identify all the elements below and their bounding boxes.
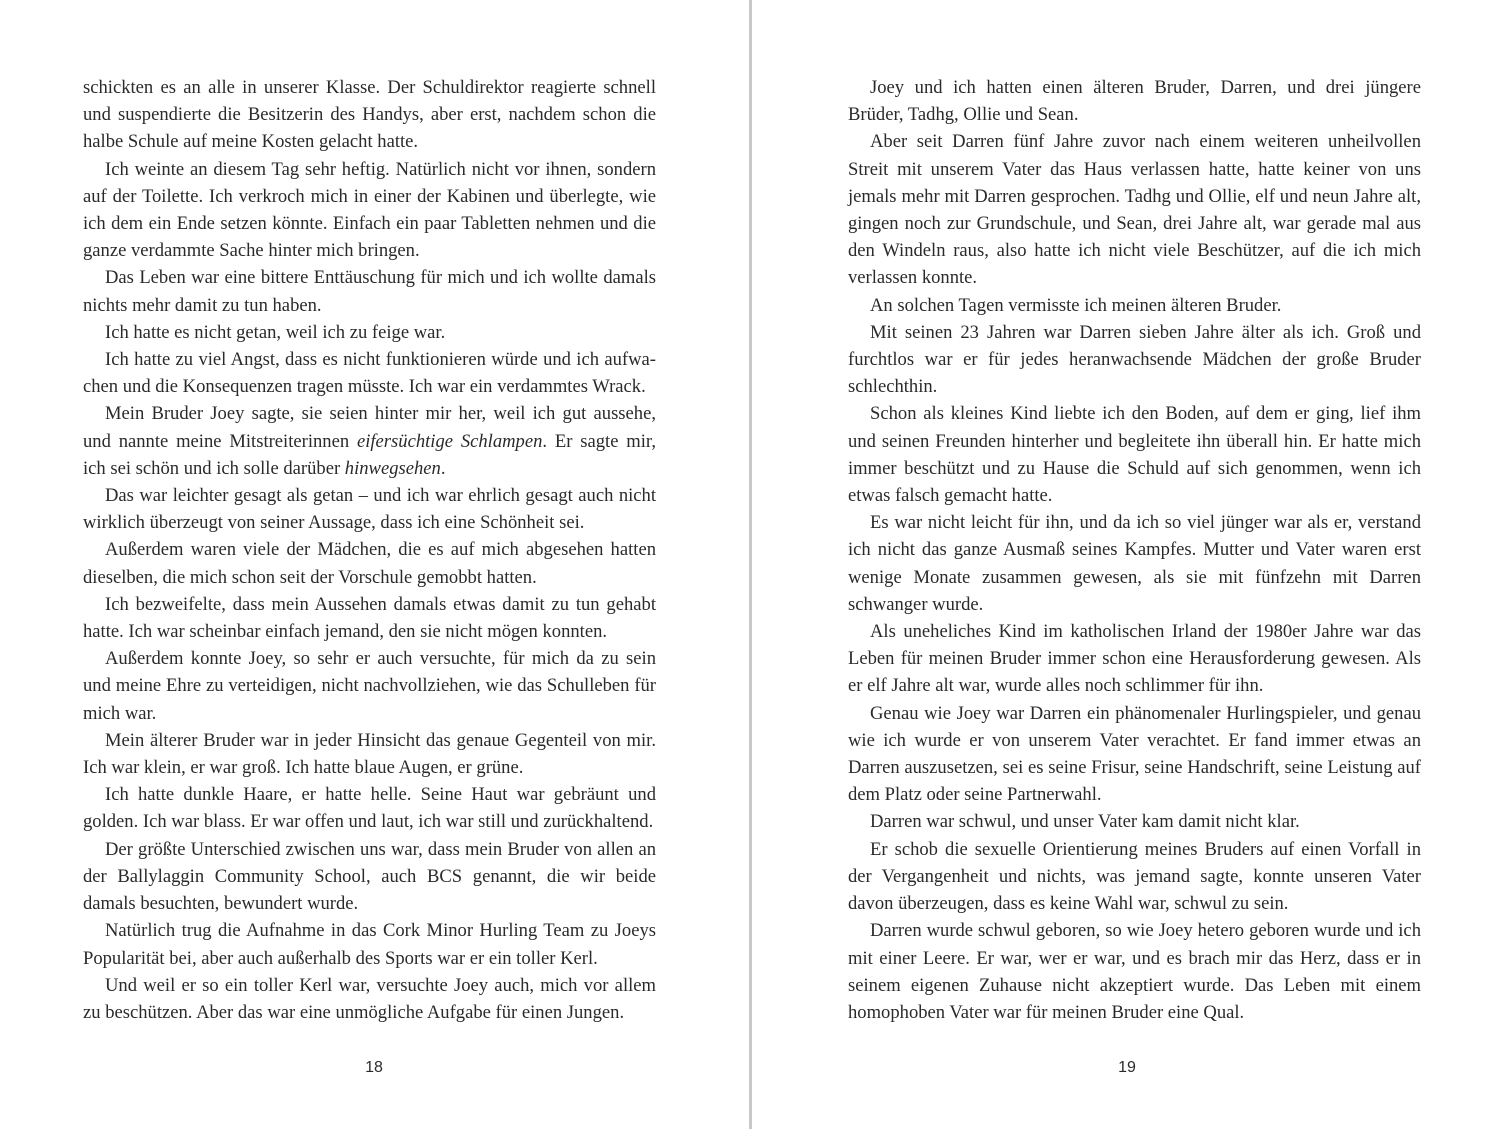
text-run: .	[440, 457, 446, 479]
paragraph: Darren war schwul, und unser Vater kam damit nicht klar.	[870, 811, 1300, 833]
paragraph: Das war leichter gesagt als getan – und ich war ehrlich gesagt auch nicht wirklich überzeugt von seiner Aussage, dass ich eine Schönheit sei.	[83, 485, 656, 534]
paragraph: Der größte Unterschied zwischen uns war, dass mein Bruder von allen an der Ballylaggin Community School, auch BCS genannt, die wir beide damals besuchten, bewundert wurde.	[83, 838, 656, 915]
paragraph: Und weil er so ein toller Kerl war, versuchte Joey auch, mich vor allem zu beschützen. Aber das war eine unmögliche Aufgabe für einen Jungen.	[83, 974, 656, 1023]
text-run: . Er sagte mir, ich sei schön und ich solle darüber	[83, 430, 657, 479]
right-page	[752, 0, 1500, 1129]
paragraph: Mit seinen 23 Jahren war Darren sieben Jahre älter als ich. Groß und furchtlos war er für jedes heranwachsende Mädchen der große Bruder schlechthin.	[848, 321, 1421, 398]
paragraph: Mein älterer Bruder war in jeder Hinsicht das genaue Gegenteil von mir. Ich war klein, er war groß. Ich hatte blaue Augen, er grüne.	[83, 729, 656, 779]
paragraph: Das Leben war eine bittere Enttäuschung für mich und ich wollte damals nichts mehr damit zu tun haben.	[83, 267, 656, 316]
paragraph: Außerdem konnte Joey, so sehr er auch versuchte, für mich da zu sein und meine Ehre zu verteidigen, nicht nachvollziehen, wie das Schulleben für mich war.	[83, 648, 656, 724]
paragraph: Joey und ich hatten einen älteren Bruder, Darren, und drei jüngere Brüder, Tadhg, Ollie und Sean.	[848, 77, 1421, 126]
paragraph: Außerdem waren viele der Mädchen, die es auf mich abgesehen hatten dieselben, die mich schon seit der Vorschule gemobbt hatten.	[83, 539, 656, 588]
paragraph: Darren wurde schwul geboren, so wie Joey hetero geboren wurde und ich mit einer Leere. Er war, wer er war, und es brach mir das Herz, dass er in seinem eigenen Zuhause nicht akzeptiert wurde. Das Leben mit einem homophoben Vater war für meinen Bruder eine Qual.	[848, 920, 1421, 1023]
paragraph: Schon als kleines Kind liebte ich den Boden, auf dem er ging, lief ihm und seinen Freunden hinterher und begleitete ihn überall hin. Er hatte mich immer beschützt und zu Hause die Schuld auf sich genommen, wenn ich etwas falsch gemacht hatte.	[848, 403, 1421, 507]
paragraph: Ich hatte es nicht getan, weil ich zu feige war.	[105, 321, 446, 343]
right-page-text	[848, 74, 1421, 1026]
paragraph: Als uneheliches Kind im katholischen Irland der 1980er Jahre war das Leben für meinen Bruder immer schon eine Herausforderung gewesen. Als er elf Jahre alt war, wurde alles noch schlimmer für ihn.	[848, 621, 1421, 697]
paragraph: Ich weinte an diesem Tag sehr heftig. Natürlich nicht vor ihnen, sondern auf der Toilette. Ich verkroch mich in einer der Kabinen und überlegte, wie ich dem ein Ende setzen könnte. Einfach ein paar Tabletten nehmen und die ganze verdammte Sache hinter mich bringen.	[83, 158, 656, 262]
text-run: Mein Bruder Joey sagte, sie seien hinter mir her, weil ich gut aussehe, und nannte meine Mitstreiterinnen	[83, 403, 656, 452]
paragraph: Aber seit Darren fünf Jahre zuvor nach einem weiteren unheilvollen Streit mit unserem Vater das Haus verlassen hatte, hatte keiner von uns jemals mehr mit Darren gesprochen. Tadhg und Ollie, elf und neun Jahre alt, gingen noch zur Grundschule, und Sean, drei Jahre alt, war gerade mal aus den Windeln raus, also hatte ich nicht viele Beschützer, auf die ich mich verlassen konnte.	[848, 131, 1421, 289]
paragraph: Es war nicht leicht für ihn, und da ich so viel jünger war als er, verstand ich nicht das ganze Ausmaß seines Kampfes. Mutter und Vater waren erst wenige Monate zusammen gewesen, als sie mit fünfzehn mit Darren schwanger wurde.	[848, 512, 1421, 615]
emphasis-text: eifersüchtige Schlampen	[356, 430, 543, 452]
page-number: 19	[1118, 1059, 1136, 1076]
paragraph: An solchen Tagen vermisste ich meinen älteren Bruder.	[870, 294, 1282, 316]
paragraph: Er schob die sexuelle Orientierung meines Bruders auf einen Vorfall in der Vergangenheit und nichts, was jemand sagte, konnte unseren Vater davon überzeugen, dass es keine Wahl war, schwul zu sein.	[848, 838, 1421, 915]
paragraph: Ich bezweifelte, dass mein Aussehen damals etwas damit zu tun gehabt hatte. Ich war scheinbar einfach jemand, den sie nicht mögen konnten.	[83, 593, 656, 643]
page-number: 18	[365, 1059, 383, 1076]
left-page-text	[83, 74, 656, 1026]
paragraph: Ich hatte dunkle Haare, er hatte helle. Seine Haut war gebräunt und golden. Ich war blass. Er war offen und laut, ich war still und zurückhaltend.	[83, 784, 656, 833]
paragraph: Natürlich trug die Aufnahme in das Cork Minor Hurling Team zu Joeys Popularität bei, aber auch außerhalb des Sports war er ein toller Kerl.	[83, 920, 656, 969]
emphasis-text: hinwegsehen	[344, 457, 441, 479]
paragraph-with-emphasis	[83, 400, 656, 482]
paragraph: Genau wie Joey war Darren ein phänomenaler Hurlingspieler, und genau wie ich wurde er von unserem Vater verachtet. Er fand immer etwas an Darren auszusetzen, sei es seine Frisur, seine Handschrift, seine Leistung auf dem Platz oder seine Partnerwahl.	[848, 702, 1421, 806]
paragraph: schickten es an alle in unserer Klasse. Der Schuldirektor reagierte schnell und suspendierte die Besitzerin des Handys, aber erst, nachdem schon die halbe Schule auf meine Kosten gelacht hatte.	[83, 77, 656, 153]
paragraph: Ich hatte zu viel Angst, dass es nicht funktionieren würde und ich aufwachen und die Konsequenzen tragen müsste. Ich war ein verdammtes Wrack.	[83, 349, 656, 398]
